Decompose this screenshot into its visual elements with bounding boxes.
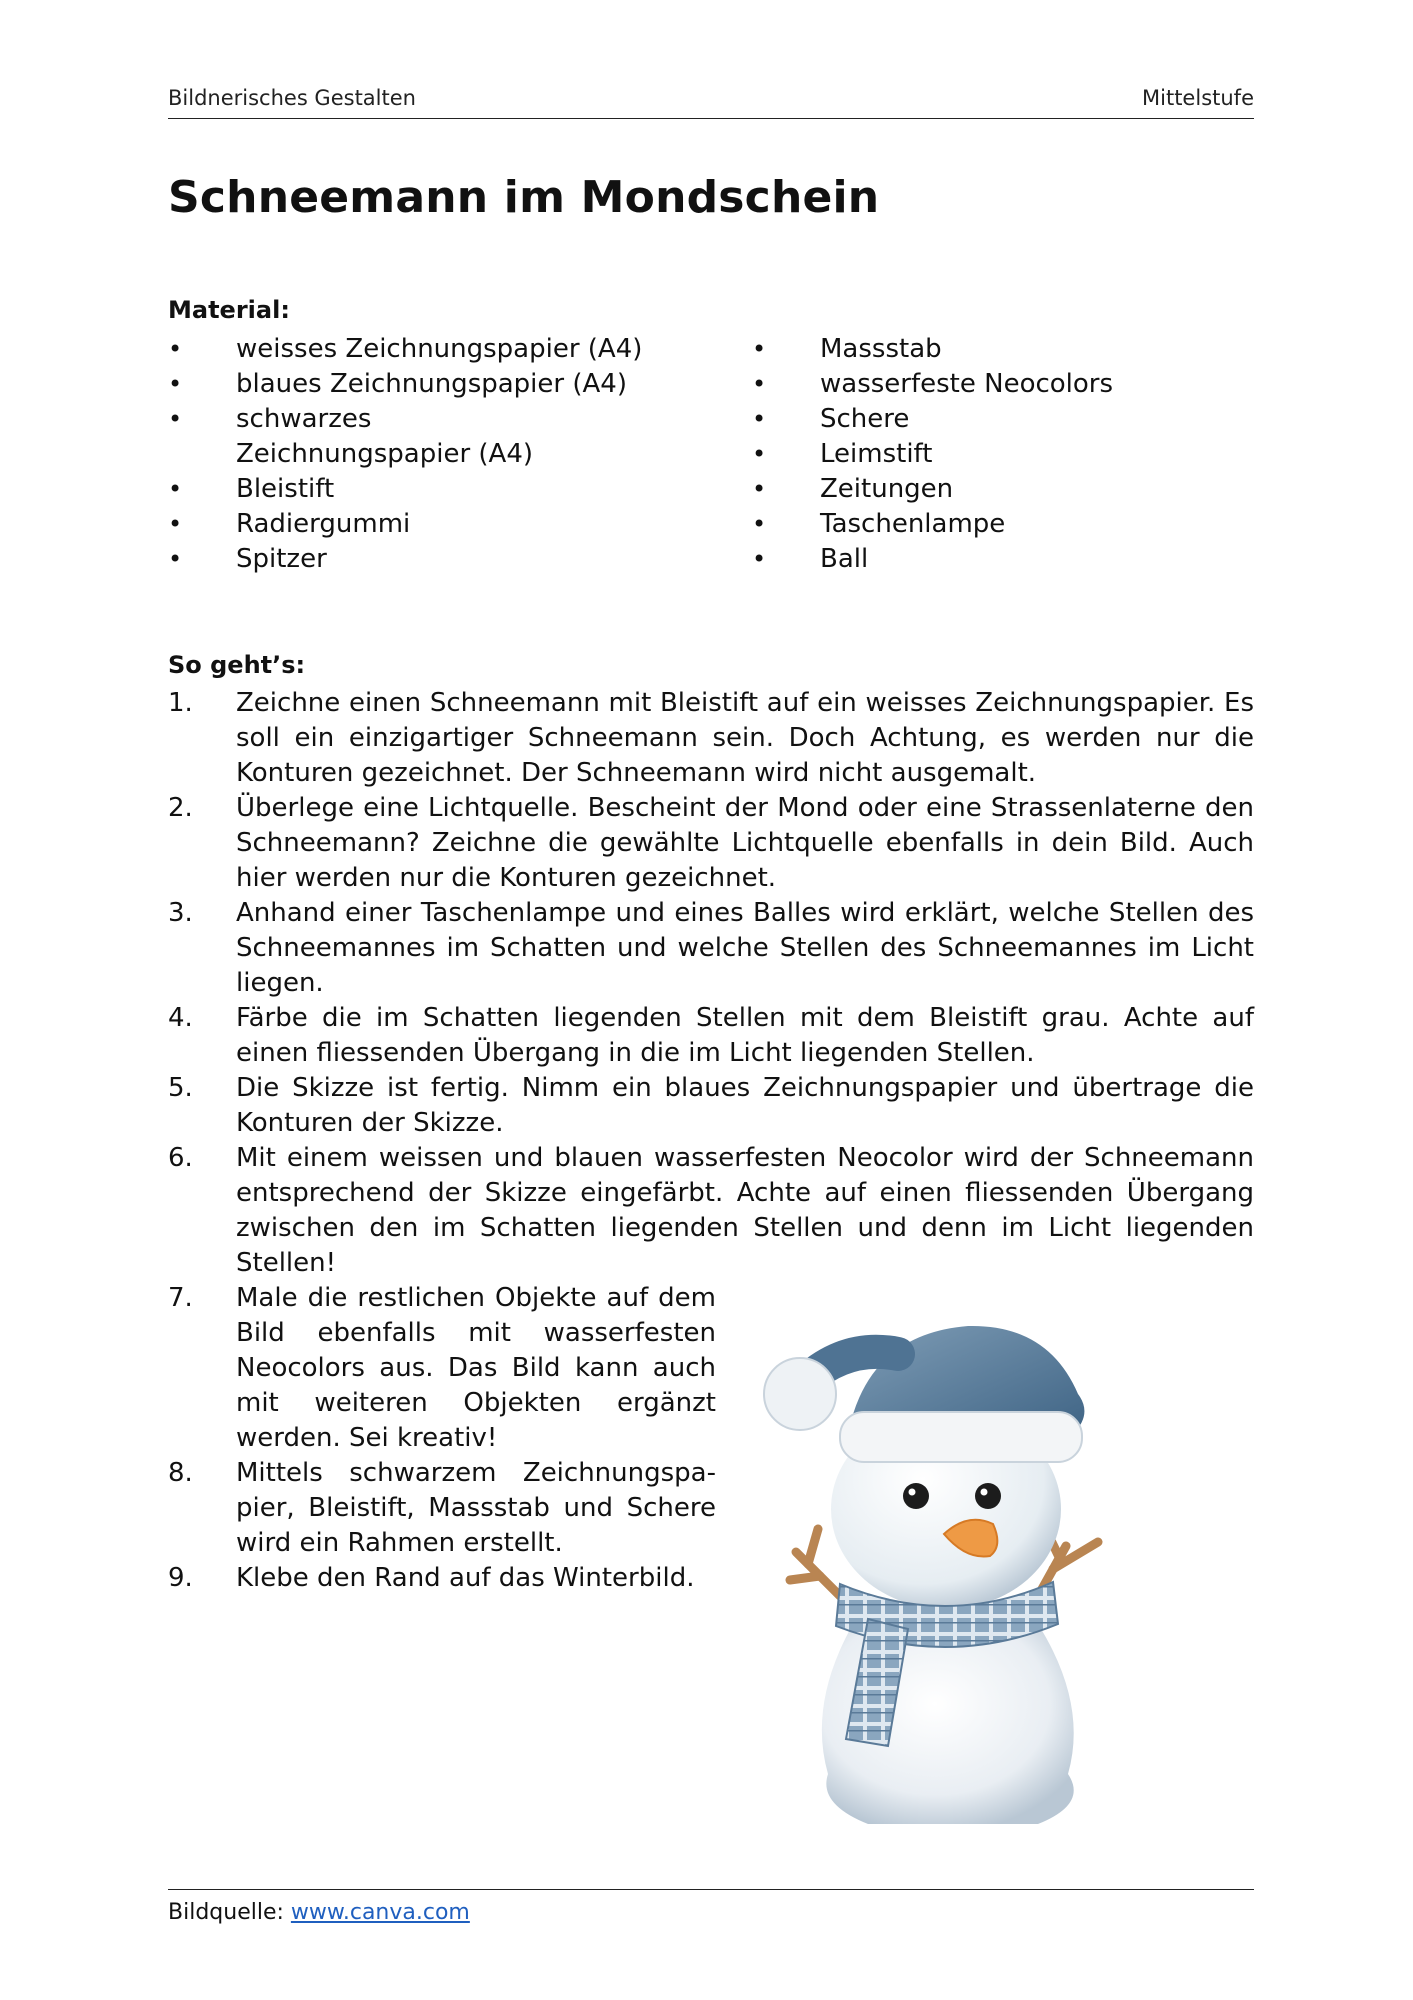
step-item: 2. Überlege eine Lichtquelle. Bescheint der Mond oder eine Strassenlaterne den Schneemann? Zeichne die gewählte Lichtquelle ebenfalls in dein Bild. Auch hier werden nur die Konturen gezeichnet. [168, 793, 1254, 893]
list-item: • Bleistift [168, 472, 688, 507]
bullet-icon: • [168, 545, 183, 573]
page-footer [168, 1889, 1254, 1925]
bullet-icon: • [752, 545, 767, 573]
page-title: Schneemann im Mondschein [168, 172, 880, 223]
step-item: 6. Mit einem weissen und blauen wasserfesten Neocolor wird der Schneemann entsprechend der Skizze eingefärbt. Achte auf einen fliessenden Übergang zwischen den im Schatten liegenden Stellen und denn im Licht liegenden Stellen! [168, 1143, 1254, 1278]
list-item: • schwarzes Zeichnungspapier (A4) [168, 404, 534, 469]
bullet-icon: • [752, 440, 767, 468]
pompom [764, 1358, 836, 1430]
step-item: 4. Färbe die im Schatten liegenden Stellen mit dem Bleistift grau. Achte auf einen fliessenden Übergang in die im Licht liegenden Stellen. [168, 1003, 1254, 1068]
bullet-icon: • [752, 405, 767, 433]
bullet-icon: • [168, 510, 183, 538]
bullet-icon: • [752, 475, 767, 503]
bullet-icon: • [168, 370, 183, 398]
step-item: 5. Die Skizze ist fertig. Nimm ein blaues Zeichnungspapier und übertrage die Konturen der Skizze. [168, 1073, 1254, 1138]
list-item: • weisses Zeichnungspapier (A4) [168, 332, 688, 367]
source-link[interactable]: www.canva.com [290, 1900, 470, 1925]
step-item: 3. Anhand einer Taschenlampe und eines Balles wird erklärt, welche Stellen des Schneemannes im Schatten und welche Stellen des Schneemannes im Licht liegen. [168, 898, 1254, 998]
list-item: • Leimstift [752, 437, 1252, 472]
list-item: • wasserfeste Neocolors [752, 367, 1252, 402]
step-item: 7. Male die restlichen Objekte auf dem Bild ebenfalls mit wasserfesten Neocolors aus. Das Bild kann auch mit weiteren Objekten ergänzt werden. Sei kreativ! [168, 1283, 716, 1453]
step-item: 9. Klebe den Rand auf das Winterbild. [168, 1563, 695, 1593]
step-item: 8. Mittels schwarzem Zeichnungspapier, Bleistift, Massstab und Schere wird ein Rahmen erstellt. [168, 1458, 716, 1558]
bullet-icon: • [168, 405, 183, 433]
list-item: • Spitzer [168, 542, 688, 577]
material-list-right [752, 332, 1252, 577]
bullet-icon: • [752, 510, 767, 538]
list-item: • Taschenlampe [752, 507, 1252, 542]
level-label: Mittelstufe [1142, 86, 1254, 110]
hat-brim [840, 1412, 1082, 1462]
list-item: • Massstab [752, 332, 1252, 367]
bullet-icon: • [168, 475, 183, 503]
snowman-illustration [748, 1284, 1148, 1844]
page-header [168, 84, 1254, 119]
left-eye [903, 1483, 929, 1509]
step-item: 1. Zeichne einen Schneemann mit Bleistift auf ein weisses Zeichnungspapier. Es soll ein einzigartiger Schneemann sein. Doch Achtung, es werden nur die Konturen gezeichnet. Der Schneemann wird nicht ausgemalt. [168, 688, 1254, 788]
bullet-icon: • [752, 370, 767, 398]
material-heading: Material: [168, 296, 290, 324]
subject-label: Bildnerisches Gestalten [168, 86, 416, 110]
material-list-left [168, 332, 688, 577]
instructions-heading: So geht’s: [168, 651, 306, 679]
list-item: • Radiergummi [168, 507, 688, 542]
footer-label: Bildquelle: [168, 1900, 291, 1925]
list-item: • Schere [752, 402, 1252, 437]
list-item: • blaues Zeichnungspapier (A4) [168, 367, 688, 402]
list-item: • Ball [752, 542, 1252, 577]
list-item: • Zeitungen [752, 472, 1252, 507]
bullet-icon: • [752, 335, 767, 363]
bullet-icon: • [168, 335, 183, 363]
right-eye [975, 1483, 1001, 1509]
